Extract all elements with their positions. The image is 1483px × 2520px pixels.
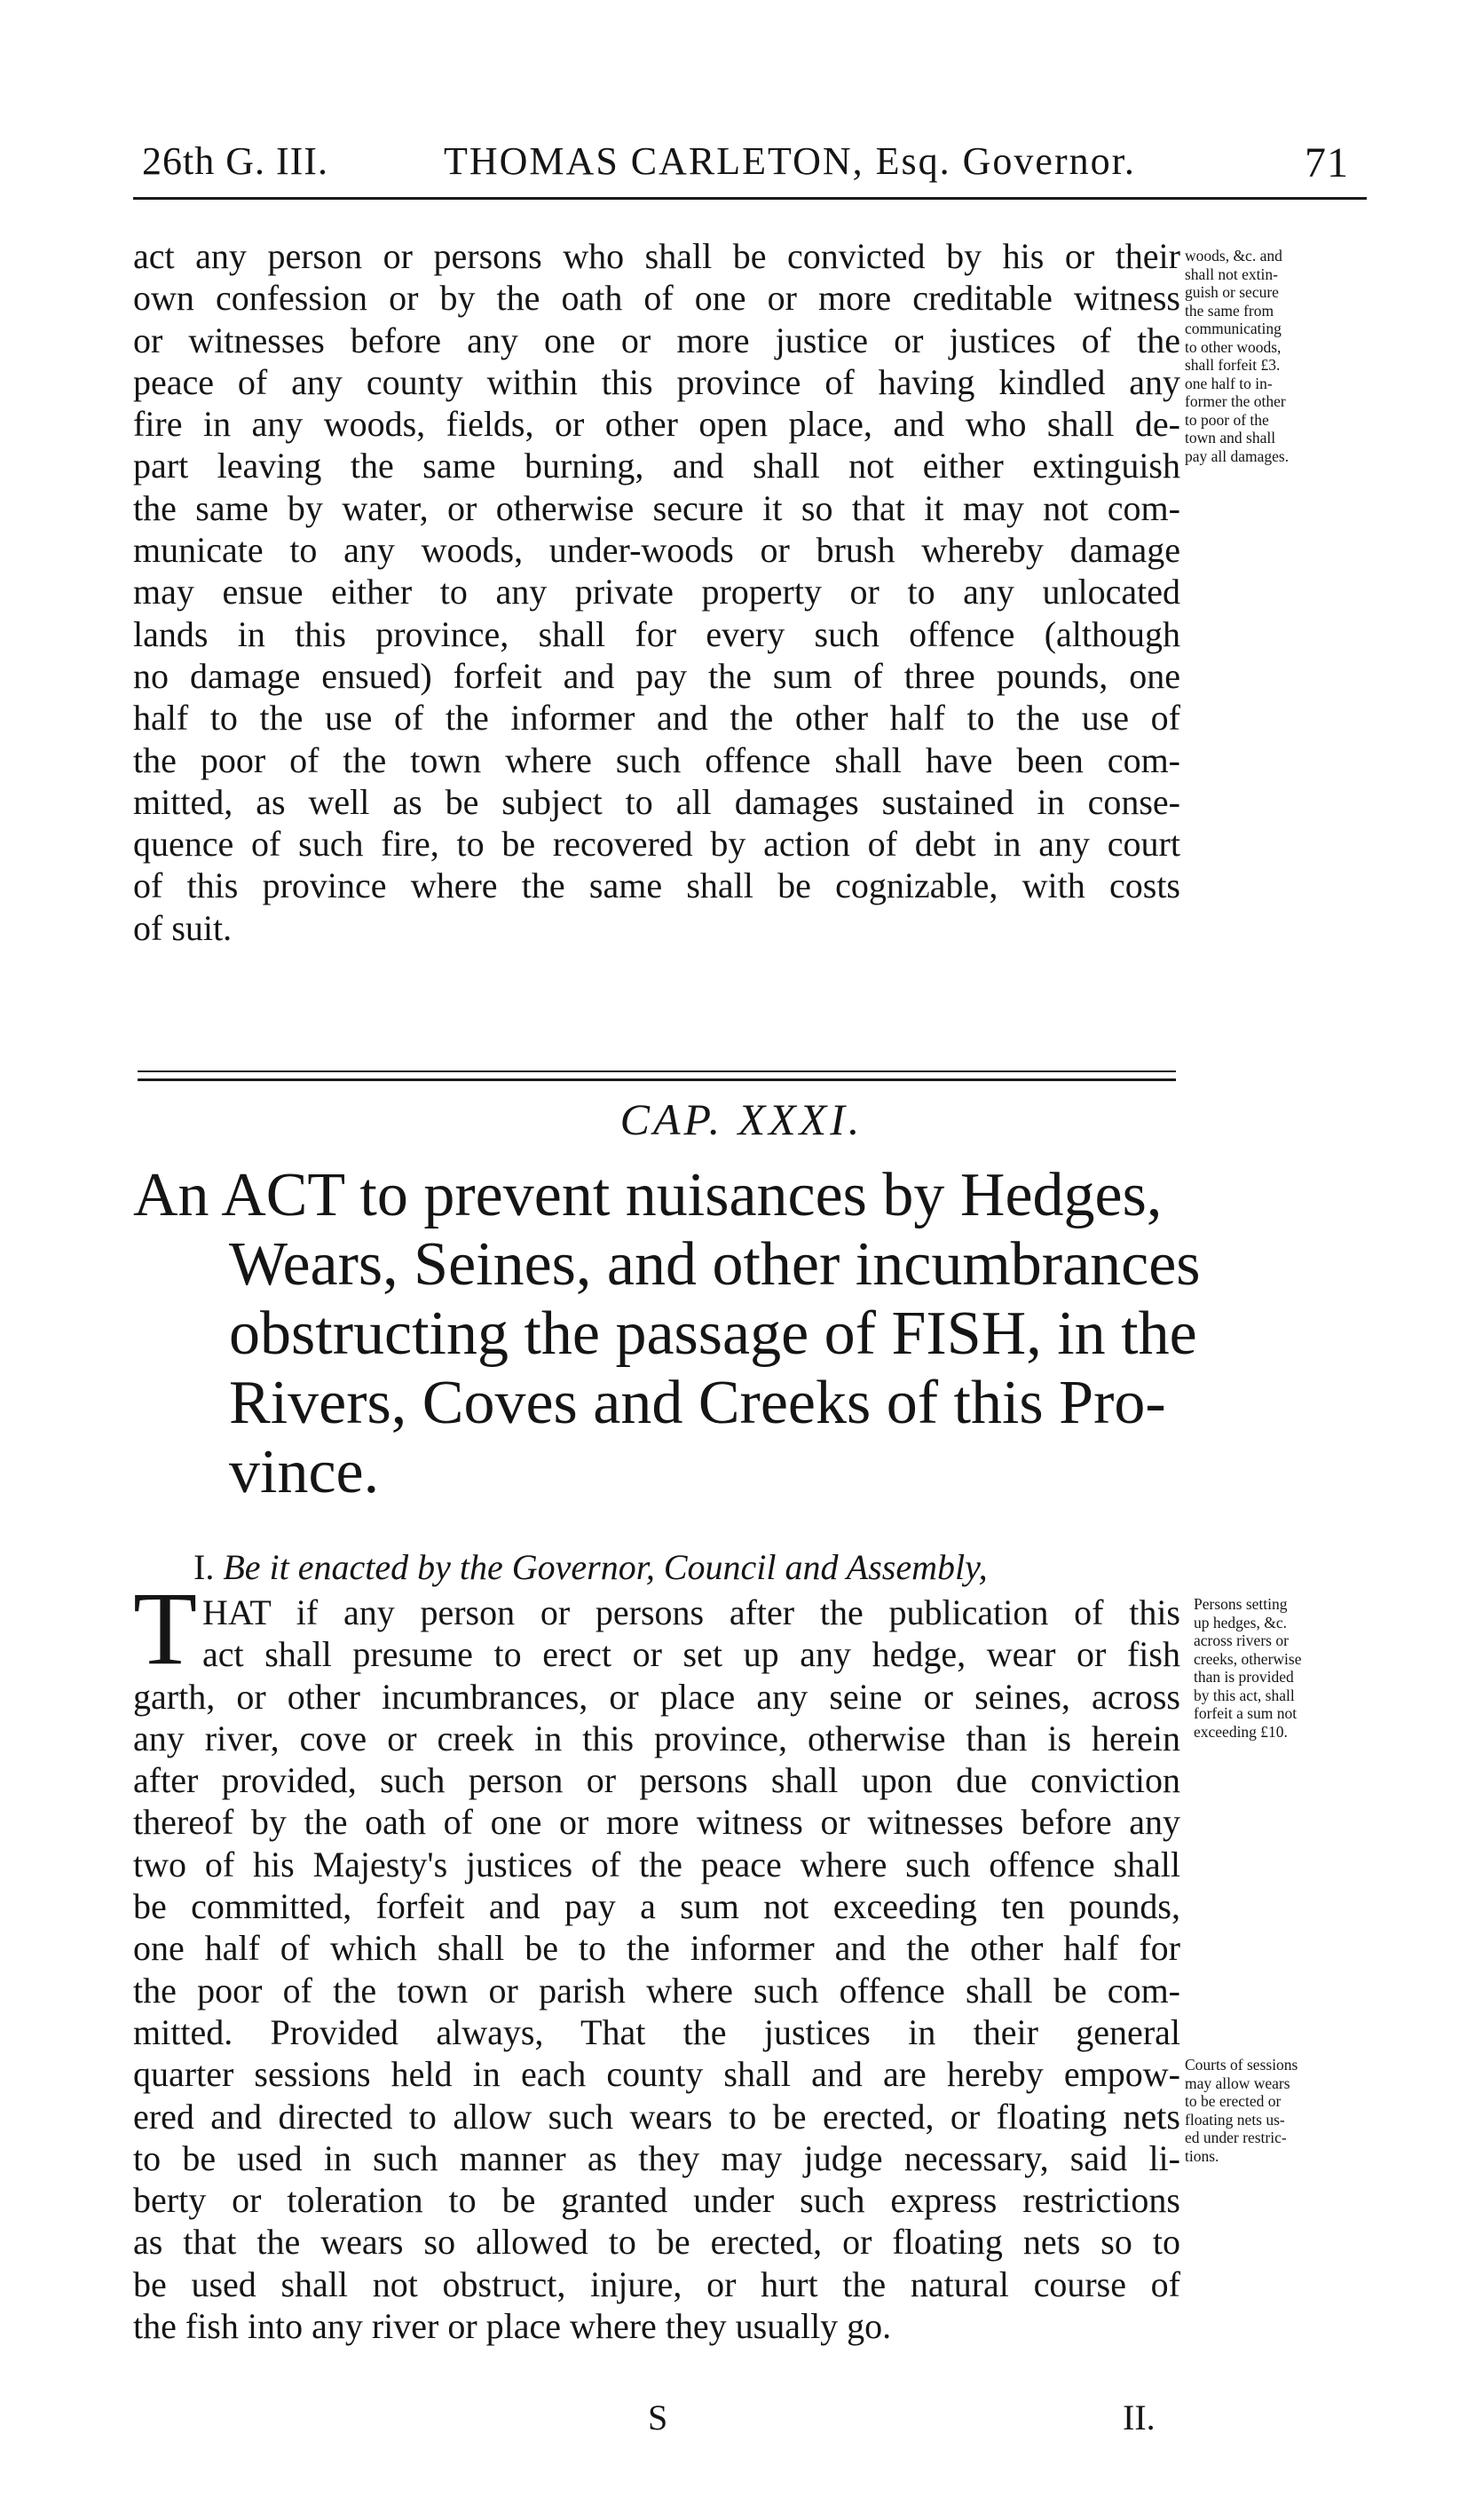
margin-note-line: by this act, shall <box>1194 1686 1295 1704</box>
margin-note-line: to be erected or <box>1185 2092 1282 2110</box>
text-line: or witnesses before any one or more justice or justices of the <box>133 320 1180 360</box>
text-line: HAT if any person or persons after the publication of this <box>202 1592 1180 1632</box>
act-title-line: An ACT to prevent nuisances by Hedges, <box>133 1161 1163 1229</box>
text-line: ered and directed to allow such wears to be erected, or floating nets <box>133 2096 1180 2137</box>
text-line: quence of such fire, to be recovered by action of debt in any court <box>133 824 1180 865</box>
chapter-number: CAP. XXXI. <box>619 1094 864 1144</box>
text-line: quarter sessions held in each county shall and are hereby empow- <box>133 2054 1180 2095</box>
text-line: as that the wears so allowed to be erected, or floating nets so to <box>133 2222 1180 2263</box>
margin-note-line: shall not extin- <box>1185 265 1278 283</box>
text-line: two of his Majesty's justices of the peace where such offence shall <box>133 1844 1180 1884</box>
margin-note-sessions <box>1185 2056 1353 2165</box>
margin-note-line: communicating <box>1185 320 1282 337</box>
act-title-line: Rivers, Coves and Creeks of this Pro- <box>229 1369 1166 1437</box>
margin-note-line: Persons setting <box>1194 1595 1288 1613</box>
margin-note-penalty <box>1194 1595 1362 1741</box>
text-line: lands in this province, shall for every such offence (although <box>133 613 1180 654</box>
margin-note-line: floating nets us- <box>1185 2110 1285 2129</box>
header-rule <box>133 197 1367 200</box>
text-line: peace of any county within this province of having kindled any <box>133 361 1180 402</box>
enacting-clause-text: Be it enacted by the Governor, Council and Assembly, <box>223 1547 988 1587</box>
text-line: part leaving the same burning, and shall not either extinguish <box>133 446 1180 486</box>
margin-note-line: shall forfeit £3. <box>1185 356 1281 374</box>
margin-note-line: may allow wears <box>1185 2074 1290 2092</box>
signature-mark: S <box>648 2398 668 2437</box>
margin-note-line: tions. <box>1185 2146 1219 2165</box>
text-line: the poor of the town or parish where such offence shall be com- <box>133 1970 1180 2010</box>
margin-note-line: to other woods, <box>1185 337 1282 356</box>
margin-note-line: exceeding £10. <box>1194 1722 1288 1741</box>
text-line: may ensue either to any private property or to any unlocated <box>133 572 1180 612</box>
margin-note-line: to poor of the <box>1185 410 1269 429</box>
chapter-body-text <box>133 1676 1180 2348</box>
act-title-line: vince. <box>229 1438 380 1506</box>
margin-note-line: one half to in- <box>1185 374 1273 392</box>
text-line: berty or toleration to be granted under such express restrictions <box>133 2180 1180 2221</box>
running-header <box>142 131 1367 202</box>
text-line: one half of which shall be to the informer and the other half for <box>133 1928 1180 1969</box>
margin-note-line: woods, &c. and <box>1185 247 1282 265</box>
section-number: I. <box>193 1547 215 1587</box>
margin-note-line: the same from <box>1185 301 1274 320</box>
section-continuation-text <box>133 235 1180 949</box>
margin-note-line: creeks, otherwise <box>1194 1649 1302 1668</box>
header-title: THOMAS CARLETON, Esq. Governor. <box>444 139 1136 183</box>
margin-note-line: ed under restric- <box>1185 2129 1287 2146</box>
margin-note-line: former the other <box>1185 392 1286 410</box>
margin-note-fire <box>1185 247 1353 465</box>
drop-cap: T <box>133 1570 198 1687</box>
margin-note-line: Courts of sessions <box>1185 2056 1298 2074</box>
text-line: to be used in such manner as they may judge necessary, said li- <box>133 2137 1180 2178</box>
text-line: any river, cove or creek in this province, otherwise than is herein <box>133 1718 1180 1758</box>
margin-note-line: guish or secure <box>1185 283 1279 301</box>
act-title <box>133 1161 1225 1507</box>
margin-note-line: forfeit a sum not <box>1194 1704 1298 1722</box>
text-line: fire in any woods, fields, or other open place, and who shall de- <box>133 404 1180 445</box>
text-line: thereof by the oath of one or more witness or witnesses before any <box>133 1802 1180 1843</box>
text-line: the same by water, or otherwise secure it so that it may not com- <box>133 487 1180 528</box>
text-line: after provided, such person or persons shall upon due conviction <box>133 1760 1180 1801</box>
header-regnal-year: 26th G. III. <box>142 139 328 183</box>
text-line: the poor of the town where such offence shall have been com- <box>133 739 1180 780</box>
act-title-line: Wears, Seines, and other incumbrances <box>229 1230 1201 1299</box>
text-line: garth, or other incumbrances, or place any seine or seines, across <box>133 1676 1180 1717</box>
text-line: mitted. Provided always, That the justices in their general <box>133 2011 1180 2052</box>
text-line: be committed, forfeit and pay a sum not exceeding ten pounds, <box>133 1886 1180 1927</box>
margin-note-line: up hedges, &c. <box>1194 1613 1287 1631</box>
catchword: II. <box>1123 2398 1156 2437</box>
text-line: act any person or persons who shall be convicted by his or their <box>133 236 1180 276</box>
text-line: own confession or by the oath of one or more creditable witness <box>133 278 1180 319</box>
text-line: be used shall not obstruct, injure, or hurt the natural course of <box>133 2263 1180 2304</box>
text-line: of suit. <box>133 907 233 948</box>
chapter-rule-top <box>138 1070 1176 1072</box>
chapter-rule-bottom <box>138 1078 1176 1081</box>
page-number: 71 <box>1305 139 1349 186</box>
text-line: mitted, as well as be subject to all damages sustained in conse- <box>133 781 1180 822</box>
text-line: half to the use of the informer and the other half to the use of <box>133 698 1180 739</box>
margin-note-line: town and shall <box>1185 429 1276 446</box>
chapter-body-intro <box>202 1592 1180 1676</box>
margin-note-line: across rivers or <box>1194 1631 1289 1649</box>
margin-note-line: pay all damages. <box>1185 446 1290 465</box>
text-line: municate to any woods, under-woods or brush whereby damage <box>133 530 1180 571</box>
text-line: act shall presume to erect or set up any hedge, wear or fish <box>202 1634 1180 1675</box>
enacting-clause <box>193 1546 988 1588</box>
margin-note-line: than is provided <box>1194 1668 1294 1686</box>
text-line: the fish into any river or place where they usually go. <box>133 2306 892 2347</box>
text-line: no damage ensued) forfeit and pay the sum of three pounds, one <box>133 655 1180 696</box>
act-title-line: obstructing the passage of FISH, in the <box>229 1299 1197 1368</box>
text-line: of this province where the same shall be cognizable, with costs <box>133 865 1180 906</box>
